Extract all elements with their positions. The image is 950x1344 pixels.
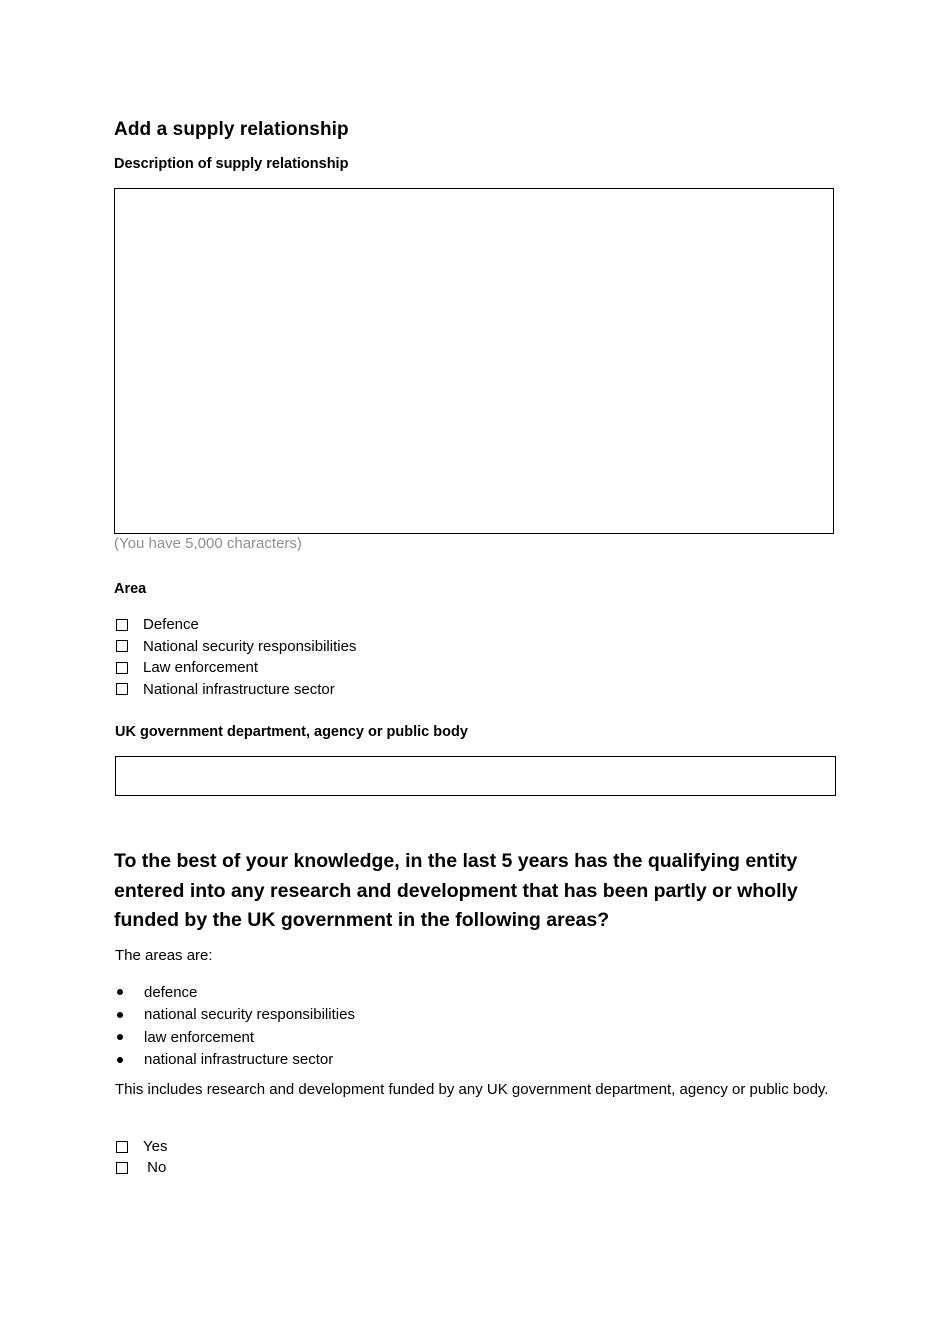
list-item-text: law enforcement: [144, 1028, 255, 1046]
area-options: [116, 614, 356, 700]
answer-option-no[interactable]: [116, 1157, 167, 1178]
bullet-icon: [117, 1034, 123, 1040]
bullet-icon: [117, 1012, 123, 1018]
description-label: Description of supply relationship: [114, 156, 349, 172]
answer-options: [116, 1136, 167, 1178]
checkbox-icon[interactable]: [116, 1162, 128, 1174]
list-item: [116, 1026, 355, 1049]
answer-option-yes[interactable]: [116, 1136, 167, 1157]
list-item: [116, 1049, 355, 1072]
description-textarea[interactable]: [114, 188, 834, 534]
rd-question-heading: To the best of your knowledge, in the last 5 years has the qualifying entity entered into any research and development that has been partly or wholly funded by the UK government in the following areas?: [114, 850, 798, 931]
section-title: Add a supply relationship: [114, 119, 349, 140]
checkbox-icon[interactable]: [116, 1141, 128, 1153]
includes-note: This includes research and development funded by any UK government department, agency or public body.: [115, 1081, 829, 1098]
answer-option-label: No: [143, 1159, 167, 1176]
area-option-law-enforcement[interactable]: [116, 657, 356, 679]
list-item-text: national infrastructure sector: [144, 1051, 334, 1069]
department-input[interactable]: [115, 756, 836, 796]
character-count-note: (You have 5,000 characters): [114, 535, 302, 552]
checkbox-icon[interactable]: [116, 619, 128, 631]
area-option-label: Defence: [143, 616, 199, 634]
areas-bullet-list: [116, 981, 355, 1071]
area-option-defence[interactable]: [116, 614, 356, 636]
list-item: [116, 1004, 355, 1027]
area-option-national-security[interactable]: [116, 636, 356, 658]
checkbox-icon[interactable]: [116, 640, 128, 652]
answer-option-label: Yes: [143, 1138, 168, 1155]
area-label: Area: [114, 581, 147, 597]
area-option-label: National security responsibilities: [143, 637, 357, 655]
list-item-text: national security responsibilities: [144, 1006, 355, 1024]
areas-intro-text: The areas are:: [115, 947, 213, 964]
bullet-icon: [117, 989, 123, 995]
department-label: UK government department, agency or public body: [115, 724, 468, 740]
checkbox-icon[interactable]: [116, 683, 128, 695]
checkbox-icon[interactable]: [116, 662, 128, 674]
list-item: [116, 981, 355, 1004]
list-item-text: defence: [144, 983, 198, 1001]
bullet-icon: [117, 1057, 123, 1063]
area-option-national-infrastructure[interactable]: [116, 679, 356, 701]
area-option-label: National infrastructure sector: [143, 680, 335, 698]
area-option-label: Law enforcement: [143, 659, 259, 677]
